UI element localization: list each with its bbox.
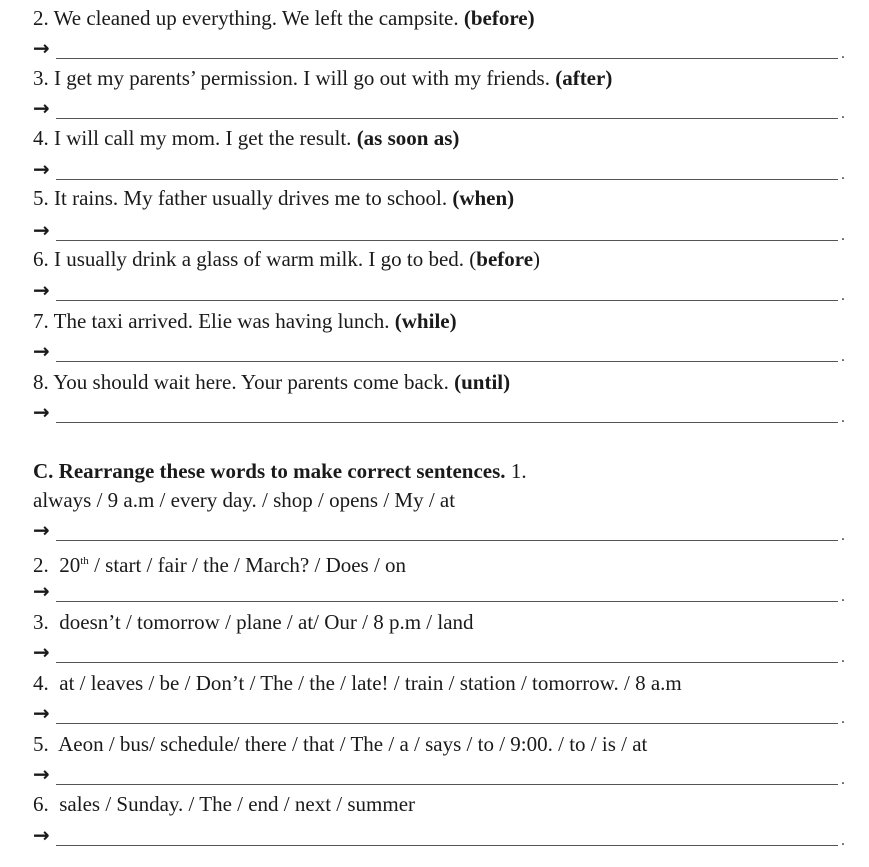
answer-line-c4[interactable] bbox=[33, 701, 848, 725]
answer-line-c1[interactable] bbox=[33, 518, 848, 542]
answer-line-c2[interactable] bbox=[33, 579, 848, 603]
blank-line[interactable] bbox=[56, 179, 838, 180]
arrow-icon: → bbox=[33, 701, 50, 725]
question-hint: (until) bbox=[454, 370, 511, 394]
blank-line[interactable] bbox=[56, 58, 838, 59]
answer-line-b7[interactable] bbox=[33, 339, 848, 363]
question-text: I usually drink a glass of warm milk. I go to bed. ( bbox=[48, 247, 477, 271]
blank-line[interactable] bbox=[56, 601, 838, 602]
question-c1 bbox=[33, 488, 455, 512]
question-hint: (as soon as) bbox=[356, 126, 460, 150]
blank-line[interactable] bbox=[56, 845, 838, 846]
question-text: 20 bbox=[48, 553, 81, 577]
question-number: 3. bbox=[33, 66, 49, 90]
answer-line-c6[interactable] bbox=[33, 823, 848, 847]
arrow-icon: → bbox=[33, 96, 50, 120]
question-c5 bbox=[33, 732, 647, 756]
question-text: I will call my mom. I get the result. bbox=[48, 126, 357, 150]
question-number: 7. bbox=[33, 309, 49, 333]
question-c2 bbox=[33, 549, 406, 577]
period: . bbox=[841, 409, 845, 426]
period: . bbox=[841, 588, 845, 605]
question-b7 bbox=[33, 309, 457, 333]
question-number: 4. bbox=[33, 671, 49, 695]
question-hint: (while) bbox=[394, 309, 457, 333]
arrow-icon: → bbox=[33, 400, 50, 424]
answer-line-b2[interactable] bbox=[33, 36, 848, 60]
period: . bbox=[841, 771, 845, 788]
arrow-icon: → bbox=[33, 640, 50, 664]
question-text: sales / Sunday. / The / end / next / summer bbox=[48, 792, 416, 816]
question-b4 bbox=[33, 126, 459, 150]
period: . bbox=[841, 287, 845, 304]
arrow-icon: → bbox=[33, 157, 50, 181]
question-text: / start / fair / the / March? / Does / on bbox=[88, 553, 407, 577]
answer-line-b8[interactable] bbox=[33, 400, 848, 424]
arrow-icon: → bbox=[33, 823, 50, 847]
question-c4 bbox=[33, 671, 682, 695]
answer-line-b3[interactable] bbox=[33, 96, 848, 120]
answer-line-b6[interactable] bbox=[33, 278, 848, 302]
question-hint: (when) bbox=[452, 186, 515, 210]
arrow-icon: → bbox=[33, 518, 50, 542]
arrow-icon: → bbox=[33, 218, 50, 242]
question-hint: (after) bbox=[555, 66, 613, 90]
question-text: doesn’t / tomorrow / plane / at/ Our / 8 p.m / land bbox=[48, 610, 474, 634]
question-hint: (before) bbox=[463, 6, 535, 30]
blank-line[interactable] bbox=[56, 540, 838, 541]
period: . bbox=[841, 227, 845, 244]
answer-line-b5[interactable] bbox=[33, 218, 848, 242]
superscript: th bbox=[80, 555, 89, 567]
period: . bbox=[841, 710, 845, 727]
period: . bbox=[841, 348, 845, 365]
section-heading: C. Rearrange these words to make correct sentences. bbox=[33, 459, 506, 483]
question-text: always / 9 a.m / every day. / shop / opens / My / at bbox=[33, 488, 456, 512]
question-c6 bbox=[33, 792, 415, 816]
question-number: 8. bbox=[33, 370, 49, 394]
blank-line[interactable] bbox=[56, 300, 838, 301]
blank-line[interactable] bbox=[56, 118, 838, 119]
question-text: I get my parents’ permission. I will go out with my friends. bbox=[48, 66, 556, 90]
blank-line[interactable] bbox=[56, 240, 838, 241]
question-text: You should wait here. Your parents come back. bbox=[48, 370, 455, 394]
period: . bbox=[841, 166, 845, 183]
question-b5 bbox=[33, 186, 514, 210]
question-text: Aeon / bus/ schedule/ there / that / The / a / says / to / 9:00. / to / is / at bbox=[48, 732, 648, 756]
question-number: 6. bbox=[33, 247, 49, 271]
question-text: at / leaves / be / Don’t / The / the / late! / train / station / tomorrow. / 8 a.m bbox=[48, 671, 682, 695]
arrow-icon: → bbox=[33, 278, 50, 302]
question-b8 bbox=[33, 370, 510, 394]
section-c-title bbox=[33, 459, 527, 483]
question-number: 5. bbox=[33, 732, 49, 756]
answer-line-c5[interactable] bbox=[33, 762, 848, 786]
question-text: The taxi arrived. Elie was having lunch. bbox=[48, 309, 395, 333]
question-number: 4. bbox=[33, 126, 49, 150]
answer-line-b4[interactable] bbox=[33, 157, 848, 181]
arrow-icon: → bbox=[33, 762, 50, 786]
blank-line[interactable] bbox=[56, 662, 838, 663]
blank-line[interactable] bbox=[56, 723, 838, 724]
blank-line[interactable] bbox=[56, 784, 838, 785]
blank-line[interactable] bbox=[56, 422, 838, 423]
question-text: We cleaned up everything. We left the campsite. bbox=[48, 6, 464, 30]
period: . bbox=[841, 105, 845, 122]
question-hint: before bbox=[476, 247, 534, 271]
question-c3 bbox=[33, 610, 474, 634]
question-b6 bbox=[33, 247, 540, 271]
arrow-icon: → bbox=[33, 339, 50, 363]
answer-line-c3[interactable] bbox=[33, 640, 848, 664]
period: . bbox=[841, 45, 845, 62]
question-number: 2. bbox=[33, 6, 49, 30]
period: . bbox=[841, 527, 845, 544]
question-b3 bbox=[33, 66, 612, 90]
question-number: 5. bbox=[33, 186, 49, 210]
blank-line[interactable] bbox=[56, 361, 838, 362]
period: . bbox=[841, 649, 845, 666]
question-b2 bbox=[33, 6, 535, 30]
question-number: 6. bbox=[33, 792, 49, 816]
question-number: 3. bbox=[33, 610, 49, 634]
arrow-icon: → bbox=[33, 36, 50, 60]
question-text-tail: ) bbox=[533, 247, 541, 271]
arrow-icon: → bbox=[33, 579, 50, 603]
period: . bbox=[841, 832, 845, 849]
question-number: 1. bbox=[505, 459, 527, 483]
question-number: 2. bbox=[33, 553, 49, 577]
question-text: It rains. My father usually drives me to school. bbox=[48, 186, 453, 210]
